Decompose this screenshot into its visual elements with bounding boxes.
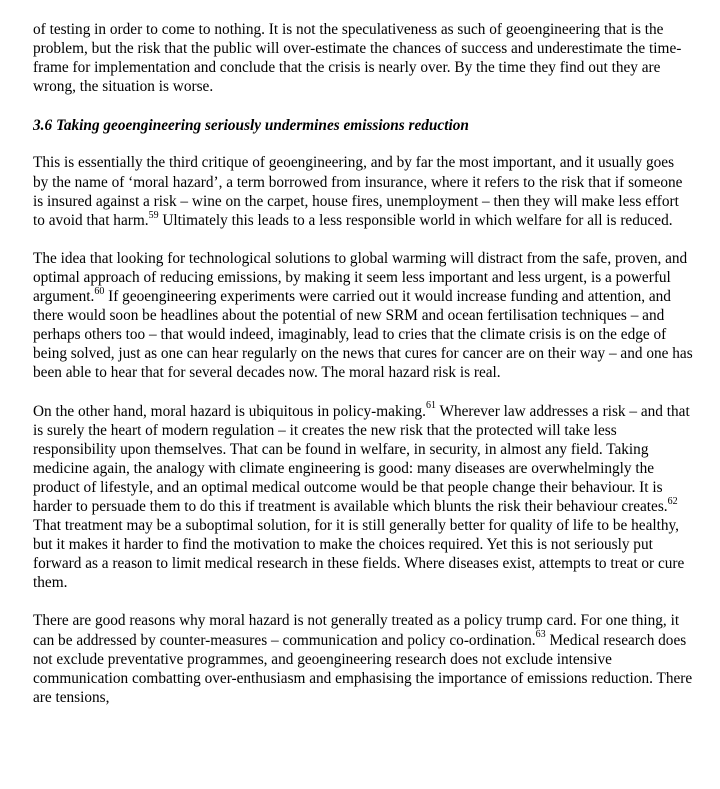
paragraph-text: If geoengineering experiments were carried out it would increase funding and attention, and there would soon be headlines about the potential of new SRM and ocean fertilisation techniques – and perhaps others too – that would indeed, imaginably, lead to cries that the climate crisis is on the edge of being solved, just as one can hear regularly on the news that cures for cancer are on their way – and one has been able to hear that for several decades now. The moral hazard risk is real. <box>33 288 693 382</box>
paragraph-text: That treatment may be a suboptimal solution, for it is still generally better for quality of life to be healthy, but it makes it harder to find the motivation to make the choices required. Yet this is not seriously put forward as a reason to limit medical research in these fields. Where diseases exist, attempts to treat or cure them. <box>33 517 685 592</box>
paragraph-distraction-argument <box>33 249 693 383</box>
paragraph-text: Ultimately this leads to a less responsible world in which welfare for all is reduced. <box>158 211 673 229</box>
paragraph-text: Medical research does not exclude preventative programmes, and geoengineering research does not exclude intensive communication combatting over-enthusiasm and emphasising the importance of emissions reduction. There are tensions, <box>33 631 693 706</box>
paragraph-moral-hazard-definition <box>33 153 693 229</box>
paragraph-text: Wherever law addresses a risk – and that is surely the heart of modern regulation – it creates the new risk that the protected will take less responsibility upon themselves. That can be found in welfare, in security, in almost any field. Taking medicine again, the analogy with climate engineering is good: many diseases are overwhelmingly the product of lifestyle, and an optimal medical outcome would be that people change their behaviour. It is harder to persuade them to do this if treatment is available which blunts the risk their behaviour creates. <box>33 402 690 515</box>
document-page <box>33 20 693 726</box>
footnote-ref-61[interactable]: 61 <box>425 400 436 412</box>
paragraph-text: This is essentially the third critique of geoengineering, and by far the most important, and it usually goes by the name of ‘moral hazard’, a term borrowed from insurance, where it refers to the risk that if someone is insured against a risk – wine on the carpet, house fires, unemployment – then they will make less effort to avoid that harm. <box>33 154 683 229</box>
paragraph-text: The idea that looking for technological solutions to global warming will distract from the safe, proven, and optimal approach of reducing emissions, by making it seem less important and less urgent, is a powerful argument. <box>33 249 688 306</box>
paragraph-countermeasures <box>33 611 693 706</box>
footnote-ref-60[interactable]: 60 <box>94 285 105 297</box>
footnote-ref-62[interactable]: 62 <box>667 495 678 507</box>
paragraph-continuation: of testing in order to come to nothing. It is not the speculativeness as such of geoengineering that is the problem, but the risk that the public will over-estimate the chances of success and underestimate the time-frame for implementation and conclude that the crisis is nearly over. By the time they find out they are wrong, the situation is worse. <box>33 21 682 96</box>
section-heading: 3.6 Taking geoengineering seriously undermines emissions reduction <box>33 117 469 135</box>
footnote-ref-63[interactable]: 63 <box>535 629 546 641</box>
paragraph-text: There are good reasons why moral hazard is not generally treated as a policy trump card. For one thing, it can be addressed by counter-measures – communication and policy co-ordination. <box>33 612 680 649</box>
footnote-ref-59[interactable]: 59 <box>148 209 159 221</box>
paragraph-ubiquity <box>33 402 693 593</box>
paragraph-text: On the other hand, moral hazard is ubiquitous in policy-making. <box>33 402 426 420</box>
